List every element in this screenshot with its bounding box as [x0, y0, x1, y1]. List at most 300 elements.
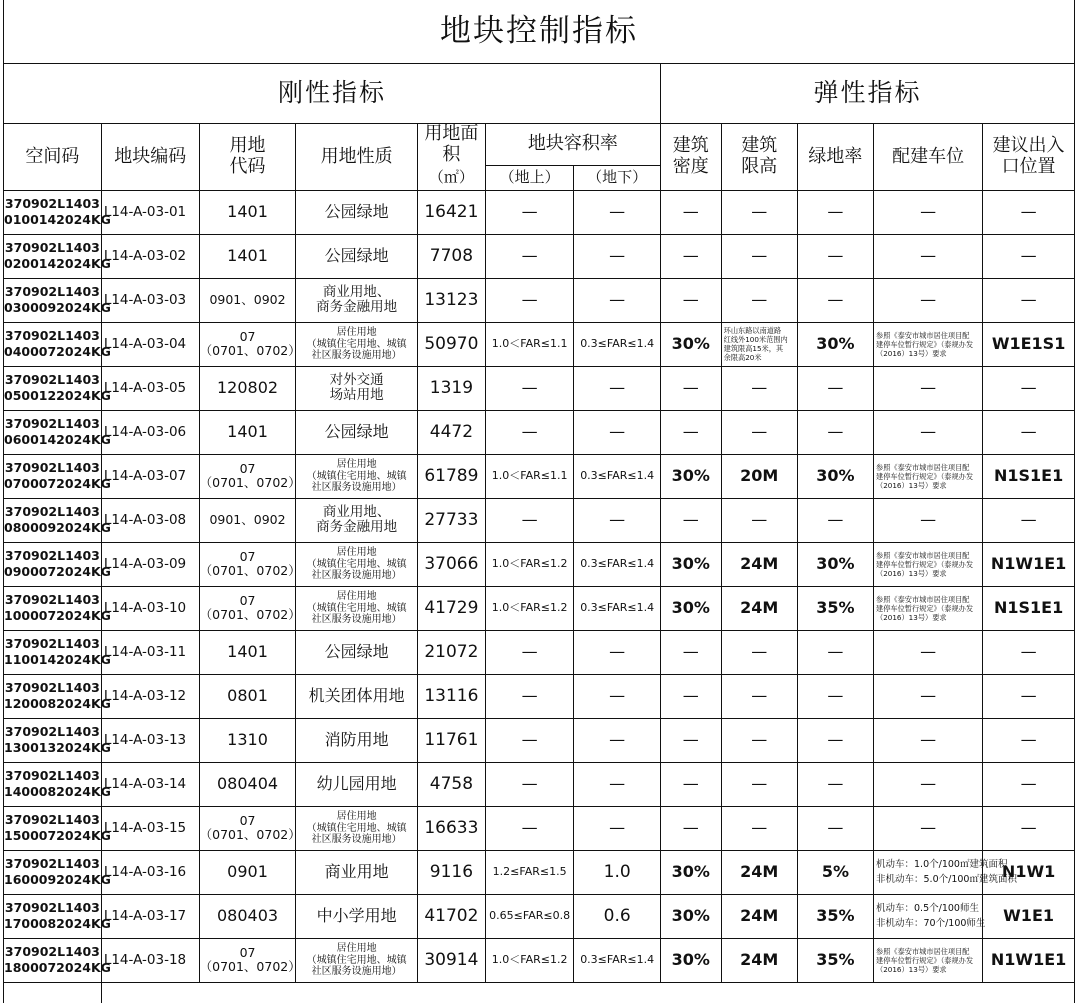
- height-limit-cell-line: 24M: [740, 862, 779, 882]
- land-nature-cell-line: 社区服务设施用地）: [311, 614, 402, 626]
- col-header-land-area-unit: （㎡）: [417, 165, 485, 190]
- land-nature-cell-line: 居住用地: [336, 547, 377, 559]
- land-nature-cell: [296, 190, 418, 234]
- green-rate-cell: 30%: [797, 322, 873, 366]
- table-row: [4, 542, 1075, 586]
- col-header-density: [660, 124, 721, 191]
- land-code-cell-line: （0701、0702）: [199, 827, 301, 843]
- land-code-cell-line: 07: [239, 461, 256, 476]
- parking-cell-line: 参照《泰安市城市居住项目配: [876, 330, 970, 340]
- green-rate-cell: —: [797, 410, 873, 454]
- land-code-cell: [199, 850, 296, 894]
- far-below-cell: 0.3≤FAR≤1.4: [574, 938, 660, 982]
- space-code-cell-line: 370902L1403: [4, 372, 100, 388]
- land-nature-cell-line: 公园绿地: [324, 642, 389, 662]
- far-below-cell: —: [574, 190, 660, 234]
- col-header-land-area: 用地面积: [417, 124, 485, 166]
- control-index-table: [3, 0, 1075, 1003]
- col-header-far: 地块容积率: [485, 124, 660, 166]
- far-below-cell: —: [574, 410, 660, 454]
- entry-position-cell: —: [983, 410, 1075, 454]
- height-limit-cell: [721, 894, 797, 938]
- height-limit-cell-line: —: [751, 422, 768, 442]
- space-code-cell-line: 370902L1403: [4, 680, 100, 696]
- parking-cell: [874, 322, 983, 366]
- far-above-cell: —: [485, 278, 574, 322]
- parking-cell: [874, 806, 983, 850]
- space-code-cell: [4, 410, 111, 454]
- space-code-cell: [4, 498, 111, 542]
- block-code-cell: L14-A-03-12: [101, 674, 199, 718]
- parking-cell: [874, 410, 983, 454]
- land-nature-cell-line: 居住用地: [336, 327, 377, 339]
- col-header-green: 绿地率: [797, 124, 873, 191]
- far-below-cell: 0.6: [574, 894, 660, 938]
- land-code-cell-line: 0801: [227, 686, 268, 706]
- parking-cell-line: 机动车：1.0个/100㎡建筑面积: [876, 859, 1008, 871]
- space-code-cell-line: 370902L1403: [4, 856, 100, 872]
- parking-cell-line: （2016）13号）要求: [876, 568, 947, 578]
- density-cell: —: [660, 234, 721, 278]
- parking-cell: [874, 542, 983, 586]
- space-code-cell-line: 0500122024KG: [4, 388, 111, 404]
- space-code-cell: [4, 806, 111, 850]
- land-nature-cell-line: 商业用地: [324, 862, 389, 882]
- space-code-cell-line: 0900072024KG: [4, 564, 111, 580]
- land-nature-cell: [296, 894, 418, 938]
- density-cell: —: [660, 718, 721, 762]
- space-code-cell-line: 0300092024KG: [4, 300, 111, 316]
- space-code-cell-line: 1400082024KG: [4, 784, 111, 800]
- land-nature-cell: [296, 454, 418, 498]
- land-code-cell-line: 0901: [227, 862, 268, 882]
- land-nature-cell: [296, 850, 418, 894]
- page-title: 地块控制指标: [4, 0, 1075, 64]
- parking-cell-line: 非机动车：5.0个/100㎡建筑面积: [876, 874, 1017, 886]
- land-area-cell: 61789: [417, 454, 485, 498]
- land-code-cell: [199, 630, 296, 674]
- land-code-cell-line: 0901、0902: [209, 292, 286, 308]
- block-code-cell: L14-A-03-17: [101, 894, 199, 938]
- parking-cell-line: —: [920, 774, 937, 794]
- parking-cell-line: 参照《泰安市城市居住项目配: [876, 946, 970, 956]
- block-code-cell: L14-A-03-07: [101, 454, 199, 498]
- parking-cell: [874, 674, 983, 718]
- land-code-cell: [199, 674, 296, 718]
- parking-cell-line: —: [920, 818, 937, 838]
- table-row: [4, 498, 1075, 542]
- space-code-cell-line: 0600142024KG: [4, 432, 111, 448]
- green-rate-cell: —: [797, 366, 873, 410]
- parking-cell: [874, 718, 983, 762]
- density-cell: —: [660, 366, 721, 410]
- far-above-cell: —: [485, 410, 574, 454]
- land-code-cell: [199, 278, 296, 322]
- land-code-cell: [199, 542, 301, 586]
- far-below-cell: 0.3≤FAR≤1.4: [574, 322, 660, 366]
- far-above-cell: 1.0＜FAR≤1.2: [485, 938, 574, 982]
- parking-cell-line: 参照《泰安市城市居住项目配: [876, 462, 970, 472]
- space-code-cell-line: 1500072024KG: [4, 828, 111, 844]
- land-code-cell-line: （0701、0702）: [199, 563, 301, 579]
- land-nature-cell-line: 社区服务设施用地）: [311, 482, 402, 494]
- land-nature-cell-line: 居住用地: [336, 591, 377, 603]
- space-code-cell-line: 370902L1403: [4, 900, 100, 916]
- parking-cell-line: —: [920, 510, 937, 530]
- table-row: [4, 806, 1075, 850]
- land-area-cell: 41702: [417, 894, 485, 938]
- land-area-cell: 9116: [417, 850, 485, 894]
- space-code-cell-line: 1300132024KG: [4, 740, 111, 756]
- land-code-cell-line: （0701、0702）: [199, 343, 301, 359]
- entry-position-cell: N1W1E1: [983, 938, 1075, 982]
- table-row: [4, 674, 1075, 718]
- height-limit-cell-line: —: [751, 290, 768, 310]
- entry-position-cell: N1S1E1: [983, 586, 1075, 630]
- space-code-cell-line: 0200142024KG: [4, 256, 111, 272]
- space-code-cell: [4, 894, 111, 938]
- block-code-cell: L14-A-03-06: [101, 410, 199, 454]
- table-row: [4, 454, 1075, 498]
- table-row: [4, 894, 1075, 938]
- land-nature-cell: [296, 938, 418, 982]
- parking-cell: [874, 586, 983, 630]
- section-elastic-heading: 弹性指标: [660, 64, 1074, 124]
- col-header-height-text: 建筑限高: [741, 135, 778, 177]
- height-limit-cell-line: —: [751, 510, 768, 530]
- parking-cell: [874, 454, 983, 498]
- footer-cell: [4, 982, 102, 1003]
- space-code-cell: [4, 718, 111, 762]
- col-header-height: [721, 124, 797, 191]
- land-area-cell: 16633: [417, 806, 485, 850]
- height-limit-cell: [721, 542, 797, 586]
- entry-position-cell: N1S1E1: [983, 454, 1075, 498]
- land-area-cell: 50970: [417, 322, 485, 366]
- col-header-entry-text: 建议出入口位置: [992, 135, 1065, 177]
- land-code-cell: [199, 322, 301, 366]
- density-cell: 30%: [660, 894, 721, 938]
- height-limit-cell-line: —: [751, 818, 768, 838]
- far-below-cell: —: [574, 630, 660, 674]
- far-above-cell: —: [485, 366, 574, 410]
- parking-cell-line: —: [920, 378, 937, 398]
- parking-cell-line: —: [920, 290, 937, 310]
- land-code-cell: [199, 894, 296, 938]
- land-nature-cell-line: （城镇住宅用地、城镇: [306, 822, 407, 834]
- col-header-land-nature: 用地性质: [296, 124, 418, 191]
- land-area-cell: 11761: [417, 718, 485, 762]
- height-limit-cell-line: 24M: [740, 950, 779, 970]
- space-code-cell: [4, 454, 111, 498]
- land-code-cell-line: 1401: [227, 202, 268, 222]
- parking-cell: [874, 234, 983, 278]
- height-limit-cell-line: —: [751, 642, 768, 662]
- parking-cell-line: 建停车位暂行规定》（泰规办发: [876, 339, 974, 349]
- land-code-cell-line: 07: [239, 549, 256, 564]
- space-code-cell: [4, 542, 111, 586]
- land-nature-cell-line: 社区服务设施用地）: [311, 570, 402, 582]
- entry-position-cell: —: [983, 630, 1075, 674]
- far-above-cell: —: [485, 234, 574, 278]
- space-code-cell-line: 370902L1403: [4, 196, 100, 212]
- land-area-cell: 4758: [417, 762, 485, 806]
- density-cell: 30%: [660, 454, 721, 498]
- land-nature-cell-line: 中小学用地: [316, 906, 397, 926]
- land-nature-cell-line: 商业用地、: [322, 283, 391, 300]
- table-row: [4, 234, 1075, 278]
- density-cell: 30%: [660, 938, 721, 982]
- density-cell: —: [660, 410, 721, 454]
- land-nature-cell-line: 公园绿地: [324, 202, 389, 222]
- land-area-cell: 27733: [417, 498, 485, 542]
- parking-cell-line: 机动车：0.5个/100师生: [876, 903, 979, 915]
- entry-position-cell: N1W1: [983, 850, 1075, 894]
- space-code-cell-line: 370902L1403: [4, 548, 100, 564]
- land-code-cell-line: 1310: [227, 730, 268, 750]
- green-rate-cell: 30%: [797, 454, 873, 498]
- height-limit-cell: [721, 674, 797, 718]
- space-code-cell-line: 370902L1403: [4, 504, 100, 520]
- height-limit-cell: [721, 322, 797, 366]
- land-code-cell: [199, 454, 301, 498]
- land-code-cell-line: 0901、0902: [209, 512, 286, 528]
- density-cell: —: [660, 278, 721, 322]
- green-rate-cell: 5%: [797, 850, 873, 894]
- table-row: [4, 586, 1075, 630]
- far-above-cell: —: [485, 806, 574, 850]
- land-nature-cell-line: 社区服务设施用地）: [311, 350, 402, 362]
- density-cell: 30%: [660, 542, 721, 586]
- parking-cell: [874, 762, 983, 806]
- entry-position-cell: W1E1: [983, 894, 1075, 938]
- section-rigid-heading: 刚性指标: [4, 64, 661, 124]
- parking-cell-line: 建停车位暂行规定》（泰规办发: [876, 471, 974, 481]
- density-cell: —: [660, 498, 721, 542]
- land-nature-cell-line: 公园绿地: [324, 422, 389, 442]
- far-above-cell: —: [485, 498, 574, 542]
- far-above-cell: —: [485, 190, 574, 234]
- far-above-cell: 1.0＜FAR≤1.1: [485, 322, 574, 366]
- parking-cell: [874, 938, 983, 982]
- block-code-cell: L14-A-03-10: [101, 586, 199, 630]
- height-limit-cell-line: —: [751, 686, 768, 706]
- far-below-cell: —: [574, 278, 660, 322]
- land-nature-cell: [296, 762, 418, 806]
- entry-position-cell: —: [983, 718, 1075, 762]
- block-code-cell: L14-A-03-03: [101, 278, 199, 322]
- land-code-cell-line: 07: [239, 945, 256, 960]
- parking-cell-line: 参照《泰安市城市居住项目配: [876, 550, 970, 560]
- land-nature-cell-line: （城镇住宅用地、城镇: [306, 470, 407, 482]
- height-limit-cell-line: —: [751, 730, 768, 750]
- height-limit-cell: [721, 586, 797, 630]
- height-limit-cell: [721, 630, 797, 674]
- land-nature-cell: [296, 366, 418, 410]
- parking-cell-line: 非机动车：70个/100师生: [876, 918, 986, 930]
- far-above-cell: —: [485, 762, 574, 806]
- land-code-cell-line: 07: [239, 593, 256, 608]
- table-row: [4, 762, 1075, 806]
- land-code-cell-line: 080404: [216, 774, 279, 794]
- space-code-cell-line: 1600092024KG: [4, 872, 111, 888]
- land-nature-cell: [296, 410, 418, 454]
- height-limit-cell: [721, 498, 797, 542]
- space-code-cell-line: 1700082024KG: [4, 916, 111, 932]
- land-code-cell: [199, 410, 296, 454]
- land-code-cell: [199, 190, 296, 234]
- green-rate-cell: 30%: [797, 542, 873, 586]
- land-code-cell: [199, 938, 301, 982]
- space-code-cell-line: 370902L1403: [4, 812, 100, 828]
- land-nature-cell: [296, 586, 418, 630]
- parking-cell-line: 建停车位暂行规定》（泰规办发: [876, 559, 974, 569]
- parking-cell: [874, 630, 983, 674]
- parking-cell-line: 建停车位暂行规定》（泰规办发: [876, 603, 974, 613]
- block-code-cell: L14-A-03-16: [101, 850, 199, 894]
- land-area-cell: 4472: [417, 410, 485, 454]
- land-nature-cell-line: 机关团体用地: [308, 686, 405, 706]
- height-limit-cell: [721, 938, 797, 982]
- space-code-cell: [4, 850, 111, 894]
- space-code-cell-line: 0100142024KG: [4, 212, 111, 228]
- height-limit-cell-line: —: [751, 202, 768, 222]
- entry-position-cell: W1E1S1: [983, 322, 1075, 366]
- block-code-cell: L14-A-03-09: [101, 542, 199, 586]
- far-above-cell: —: [485, 674, 574, 718]
- green-rate-cell: —: [797, 498, 873, 542]
- space-code-cell: [4, 366, 111, 410]
- land-nature-cell: [296, 322, 418, 366]
- parking-cell: [874, 190, 983, 234]
- parking-cell-line: —: [920, 246, 937, 266]
- parking-cell-line: —: [920, 686, 937, 706]
- height-limit-cell-line: —: [751, 246, 768, 266]
- space-code-cell: [4, 190, 111, 234]
- space-code-cell: [4, 674, 111, 718]
- space-code-cell-line: 370902L1403: [4, 416, 100, 432]
- land-nature-cell-line: 社区服务设施用地）: [311, 834, 402, 846]
- block-code-cell: L14-A-03-08: [101, 498, 199, 542]
- height-limit-cell: [721, 410, 797, 454]
- land-code-cell-line: 1401: [227, 642, 268, 662]
- height-limit-cell: [721, 762, 797, 806]
- table-row: [4, 410, 1075, 454]
- height-limit-cell-line: 红线外100米范围内: [723, 335, 788, 345]
- space-code-cell: [4, 322, 111, 366]
- land-nature-cell-line: 社区服务设施用地）: [311, 966, 402, 978]
- entry-position-cell: —: [983, 806, 1075, 850]
- density-cell: —: [660, 630, 721, 674]
- far-above-cell: 1.0＜FAR≤1.2: [485, 586, 574, 630]
- land-area-cell: 13123: [417, 278, 485, 322]
- parking-cell: [874, 366, 983, 410]
- land-code-cell-line: 1401: [227, 246, 268, 266]
- space-code-cell-line: 1800072024KG: [4, 960, 111, 976]
- space-code-cell-line: 0400072024KG: [4, 344, 111, 360]
- height-limit-cell: [721, 190, 797, 234]
- land-nature-cell-line: 公园绿地: [324, 246, 389, 266]
- space-code-cell-line: 1000072024KG: [4, 608, 111, 624]
- parking-cell-line: —: [920, 642, 937, 662]
- block-code-cell: L14-A-03-15: [101, 806, 199, 850]
- parking-cell: [874, 850, 1017, 894]
- land-nature-cell-line: 对外交通: [329, 371, 384, 388]
- green-rate-cell: —: [797, 234, 873, 278]
- far-below-cell: —: [574, 718, 660, 762]
- space-code-cell: [4, 234, 111, 278]
- land-code-cell-line: （0701、0702）: [199, 475, 301, 491]
- land-code-cell: [199, 586, 301, 630]
- far-below-cell: —: [574, 674, 660, 718]
- density-cell: 30%: [660, 322, 721, 366]
- land-code-cell: [199, 234, 296, 278]
- space-code-cell-line: 370902L1403: [4, 240, 100, 256]
- parking-cell-line: 参照《泰安市城市居住项目配: [876, 594, 970, 604]
- far-above-cell: 1.0＜FAR≤1.2: [485, 542, 574, 586]
- height-limit-cell-line: —: [751, 774, 768, 794]
- land-code-cell: [199, 762, 296, 806]
- height-limit-cell-line: 24M: [740, 554, 779, 574]
- density-cell: —: [660, 674, 721, 718]
- parking-cell: [874, 498, 983, 542]
- far-above-cell: —: [485, 718, 574, 762]
- parking-cell: [874, 278, 983, 322]
- space-code-cell-line: 370902L1403: [4, 724, 100, 740]
- entry-position-cell: —: [983, 498, 1075, 542]
- land-nature-cell: [296, 278, 418, 322]
- block-code-cell: L14-A-03-14: [101, 762, 199, 806]
- density-cell: —: [660, 762, 721, 806]
- green-rate-cell: 35%: [797, 938, 873, 982]
- land-nature-cell-line: 商务金融用地: [316, 519, 398, 536]
- far-below-cell: 1.0: [574, 850, 660, 894]
- parking-cell-line: —: [920, 202, 937, 222]
- land-code-cell-line: （0701、0702）: [199, 607, 301, 623]
- far-below-cell: 0.3≤FAR≤1.4: [574, 542, 660, 586]
- col-header-parking: 配建车位: [874, 124, 983, 191]
- table-row: [4, 278, 1075, 322]
- land-nature-cell-line: 消防用地: [324, 730, 389, 750]
- far-below-cell: 0.3≤FAR≤1.4: [574, 586, 660, 630]
- block-code-cell: L14-A-03-11: [101, 630, 199, 674]
- land-nature-cell: [296, 674, 418, 718]
- land-area-cell: 1319: [417, 366, 485, 410]
- land-nature-cell-line: （城镇住宅用地、城镇: [306, 602, 407, 614]
- parking-cell-line: （2016）13号）要求: [876, 348, 947, 358]
- parking-cell-line: （2016）13号）要求: [876, 480, 947, 490]
- height-limit-cell: [721, 366, 797, 410]
- parking-cell: [874, 894, 986, 938]
- green-rate-cell: 35%: [797, 586, 873, 630]
- land-code-cell: [199, 498, 296, 542]
- block-code-cell: L14-A-03-02: [101, 234, 199, 278]
- space-code-cell-line: 370902L1403: [4, 592, 100, 608]
- space-code-cell-line: 1200082024KG: [4, 696, 111, 712]
- land-area-cell: 41729: [417, 586, 485, 630]
- space-code-cell-line: 370902L1403: [4, 460, 100, 476]
- height-limit-cell: [721, 278, 797, 322]
- col-header-entry: [983, 124, 1075, 191]
- density-cell: —: [660, 190, 721, 234]
- land-nature-cell-line: 幼儿园用地: [316, 774, 397, 794]
- land-code-cell: [199, 806, 301, 850]
- height-limit-cell-line: 24M: [740, 598, 779, 618]
- land-area-cell: 21072: [417, 630, 485, 674]
- block-code-cell: L14-A-03-05: [101, 366, 199, 410]
- land-nature-cell-line: （城镇住宅用地、城镇: [306, 558, 407, 570]
- space-code-cell: [4, 762, 111, 806]
